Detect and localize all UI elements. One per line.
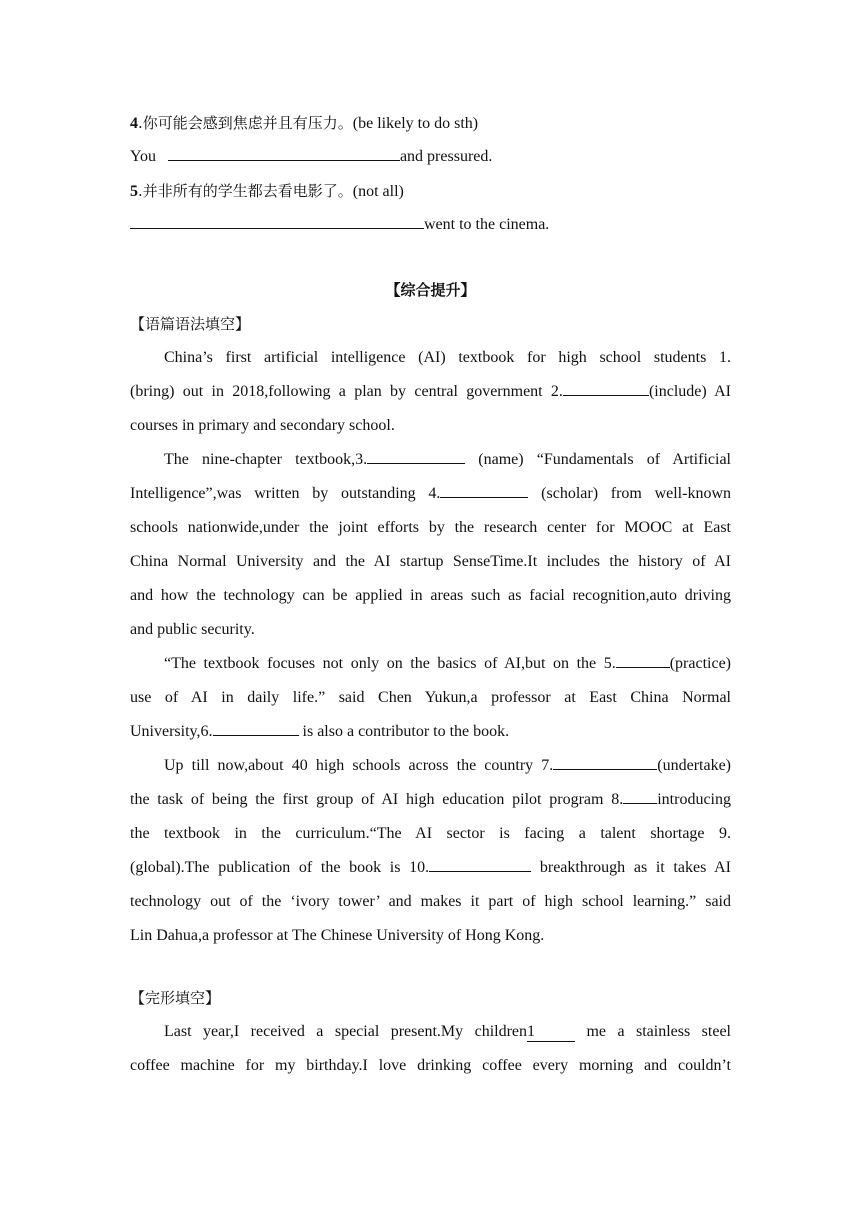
cloze-line1 xyxy=(130,1015,731,1049)
text: Last year,I received a special present.My children xyxy=(164,1023,528,1040)
text: Intelligence”,was written by outstanding 4. xyxy=(130,485,441,502)
text: (undertake) xyxy=(657,757,731,774)
answer-end: and pressured. xyxy=(399,148,493,165)
answer-start: You xyxy=(130,148,156,165)
text: is also a contributor to the book. xyxy=(302,723,510,740)
text: breakthrough as it takes AI xyxy=(539,859,731,876)
grammar-p4-line1 xyxy=(130,749,731,783)
grammar-p1-line3: courses in primary and secondary school. xyxy=(130,417,395,434)
grammar-heading: 【语篇语法填空】 xyxy=(130,315,251,333)
grammar-p1-line2 xyxy=(130,375,731,409)
grammar-p2-line4: China Normal University and the AI startup SenseTime.It includes the history of AI xyxy=(130,553,731,570)
text: The nine-chapter textbook,3. xyxy=(164,451,368,468)
answer-blank[interactable] xyxy=(130,210,424,229)
text: me a stainless steel xyxy=(586,1023,732,1040)
grammar-p2-line6: and public security. xyxy=(130,621,255,638)
text: University,6. xyxy=(130,723,213,740)
section-title: 【综合提升】 xyxy=(385,281,476,299)
spacer xyxy=(130,242,731,273)
blank-8[interactable] xyxy=(623,785,657,804)
cloze-blank-1[interactable]: 1 xyxy=(527,1023,575,1042)
grammar-p2-line1 xyxy=(130,443,731,477)
text: Up till now,about 40 high schools across the country 7. xyxy=(164,757,554,774)
blank-2[interactable] xyxy=(563,377,649,396)
grammar-p3-line3 xyxy=(130,715,731,749)
blank-4[interactable] xyxy=(440,479,528,498)
question-5 xyxy=(130,174,731,208)
grammar-p4-line2 xyxy=(130,783,731,817)
worksheet-page xyxy=(130,106,731,1083)
question-number: 4 xyxy=(130,115,138,132)
grammar-p4-line3: the textbook in the curriculum.“The AI sector is facing a talent shortage 9. xyxy=(130,825,731,842)
grammar-p4-line5: technology out of the ‘ivory tower’ and makes it part of high school learning.” said xyxy=(130,893,731,910)
grammar-p2-line3: schools nationwide,under the joint efforts by the research center for MOOC at East xyxy=(130,519,731,536)
blank-6[interactable] xyxy=(213,717,299,736)
question-prompt: .你可能会感到焦虑并且有压力。 xyxy=(138,114,353,132)
text: “The textbook focuses not only on the basics of AI,but on the 5. xyxy=(164,655,616,672)
blank-5[interactable] xyxy=(616,649,670,668)
cloze-heading: 【完形填空】 xyxy=(130,989,221,1007)
grammar-p3-line2: use of AI in daily life.” said Chen Yukun,a professor at East China Normal xyxy=(130,689,731,706)
answer-line-4 xyxy=(130,140,731,174)
text: (bring) out in 2018,following a plan by central government 2. xyxy=(130,383,563,400)
grammar-p1-line1: China’s first artificial intelligence (AI) textbook for high school students 1. xyxy=(164,349,731,366)
text: the task of being the first group of AI high education pilot program 8. xyxy=(130,791,624,808)
question-hint: (not all) xyxy=(352,183,404,200)
text: (global).The publication of the book is 10. xyxy=(130,859,430,876)
spacer xyxy=(130,953,731,981)
grammar-p3-line1 xyxy=(130,647,731,681)
text: (include) AI xyxy=(648,383,731,400)
blank-7[interactable] xyxy=(553,751,657,770)
answer-line-5 xyxy=(130,208,731,242)
cloze-line2: coffee machine for my birthday.I love drinking coffee every morning and couldn’t xyxy=(130,1057,731,1074)
text: (practice) xyxy=(669,655,731,672)
grammar-p2-line2 xyxy=(130,477,731,511)
blank-3[interactable] xyxy=(367,445,465,464)
grammar-p4-line4 xyxy=(130,851,731,885)
text: introducing xyxy=(657,791,731,808)
question-hint: (be likely to do sth) xyxy=(352,115,479,132)
question-number: 5 xyxy=(130,183,138,200)
blank-10[interactable] xyxy=(429,853,531,872)
question-4 xyxy=(130,106,731,140)
text: (name) “Fundamentals of Artificial xyxy=(478,451,731,468)
question-prompt: .并非所有的学生都去看电影了。 xyxy=(138,182,353,200)
grammar-p2-line5: and how the technology can be applied in areas such as facial recognition,auto driving xyxy=(130,587,731,604)
answer-blank[interactable] xyxy=(168,142,400,161)
text: (scholar) from well-known xyxy=(541,485,732,502)
answer-end: went to the cinema. xyxy=(424,216,550,233)
grammar-p4-line6: Lin Dahua,a professor at The Chinese University of Hong Kong. xyxy=(130,927,545,944)
